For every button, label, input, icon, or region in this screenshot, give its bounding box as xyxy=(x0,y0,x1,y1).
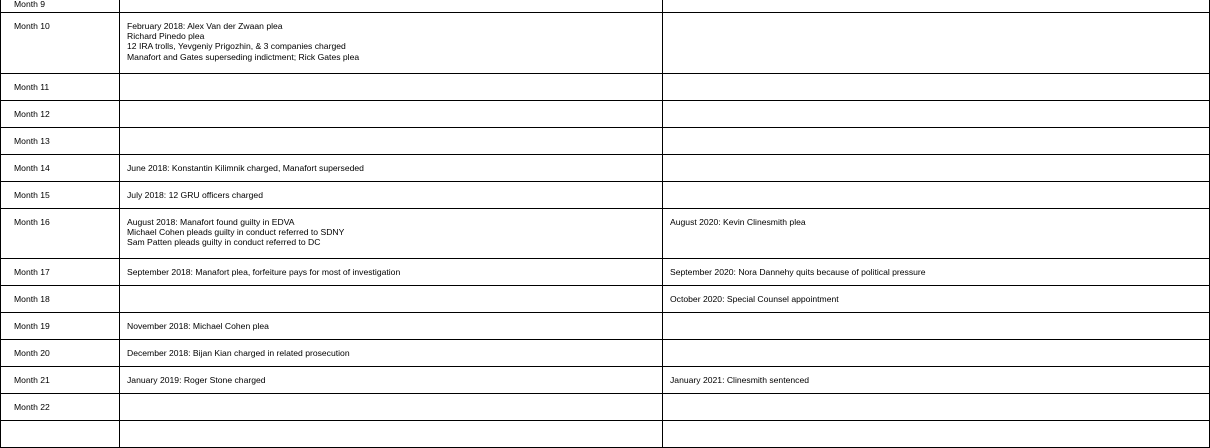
table-row xyxy=(0,128,1210,155)
table-row xyxy=(0,394,1210,421)
month-cell: Month 22 xyxy=(0,394,119,420)
events-cell xyxy=(119,0,662,12)
month-cell: Month 15 xyxy=(0,182,119,208)
events-cell xyxy=(119,259,662,285)
related-events-cell xyxy=(662,128,1210,154)
related-events-cell xyxy=(662,101,1210,127)
related-events-cell xyxy=(662,367,1210,393)
event-line: Manafort and Gates superseding indictment; Rick Gates plea xyxy=(127,51,360,62)
events-cell xyxy=(119,101,662,127)
table-row xyxy=(0,74,1210,101)
table-row xyxy=(0,313,1210,340)
month-cell: Month 11 xyxy=(0,74,119,100)
events-cell xyxy=(119,155,662,181)
events-cell xyxy=(119,182,662,208)
related-events-cell xyxy=(662,155,1210,181)
month-cell xyxy=(0,421,119,447)
event-line: October 2020: Special Counsel appointment xyxy=(670,294,839,304)
events-cell xyxy=(119,74,662,100)
event-line: July 2018: 12 GRU officers charged xyxy=(127,190,263,200)
events-cell xyxy=(119,128,662,154)
month-cell: Month 21 xyxy=(0,367,119,393)
table-row xyxy=(0,259,1210,286)
events-cell xyxy=(119,286,662,312)
event-line: 12 IRA trolls, Yevgeniy Prigozhin, & 3 companies charged xyxy=(127,41,346,52)
month-cell: Month 19 xyxy=(0,313,119,339)
month-cell: Month 18 xyxy=(0,286,119,312)
table-row xyxy=(0,0,1210,13)
table-row xyxy=(0,155,1210,182)
table-row xyxy=(0,421,1210,448)
month-cell: Month 17 xyxy=(0,259,119,285)
table-row xyxy=(0,286,1210,313)
table-row xyxy=(0,101,1210,128)
events-cell xyxy=(119,313,662,339)
related-events-cell xyxy=(662,313,1210,339)
related-events-cell xyxy=(662,286,1210,312)
event-line: Sam Patten pleads guilty in conduct referred to DC xyxy=(127,237,321,248)
event-line: February 2018: Alex Van der Zwaan plea xyxy=(127,21,283,31)
month-cell: Month 20 xyxy=(0,340,119,366)
event-line: August 2020: Kevin Clinesmith plea xyxy=(670,217,806,227)
month-cell: Month 16 xyxy=(0,209,119,258)
month-cell: Month 12 xyxy=(0,101,119,127)
month-cell: Month 14 xyxy=(0,155,119,181)
related-events-cell xyxy=(662,13,1210,73)
event-line: Richard Pinedo plea xyxy=(127,31,205,42)
event-line: June 2018: Konstantin Kilimnik charged, Manafort superseded xyxy=(127,163,364,173)
event-line: November 2018: Michael Cohen plea xyxy=(127,321,269,331)
month-cell: Month 9 xyxy=(0,0,119,12)
event-line: August 2018: Manafort found guilty in EDVA xyxy=(127,217,295,227)
month-cell: Month 10 xyxy=(0,13,119,73)
event-line: December 2018: Bijan Kian charged in related prosecution xyxy=(127,348,350,358)
events-cell xyxy=(119,340,662,366)
related-events-cell xyxy=(662,74,1210,100)
events-cell xyxy=(119,209,662,258)
event-line: January 2019: Roger Stone charged xyxy=(127,375,266,385)
table-row xyxy=(0,340,1210,367)
events-cell xyxy=(119,394,662,420)
table-row xyxy=(0,209,1210,259)
related-events-cell xyxy=(662,340,1210,366)
related-events-cell xyxy=(662,394,1210,420)
related-events-cell xyxy=(662,0,1210,12)
related-events-cell xyxy=(662,182,1210,208)
table-row xyxy=(0,182,1210,209)
event-line: January 2021: Clinesmith sentenced xyxy=(670,375,810,385)
related-events-cell xyxy=(662,209,1210,258)
table-row xyxy=(0,13,1210,74)
related-events-cell xyxy=(662,421,1210,447)
event-line: September 2020: Nora Dannehy quits because of political pressure xyxy=(670,267,926,277)
related-events-cell xyxy=(662,259,1210,285)
month-cell: Month 13 xyxy=(0,128,119,154)
event-line: Michael Cohen pleads guilty in conduct referred to SDNY xyxy=(127,227,345,238)
event-line: September 2018: Manafort plea, forfeiture pays for most of investigation xyxy=(127,267,401,277)
events-cell xyxy=(119,421,662,447)
table-row xyxy=(0,367,1210,394)
events-cell xyxy=(119,367,662,393)
events-cell xyxy=(119,13,662,73)
